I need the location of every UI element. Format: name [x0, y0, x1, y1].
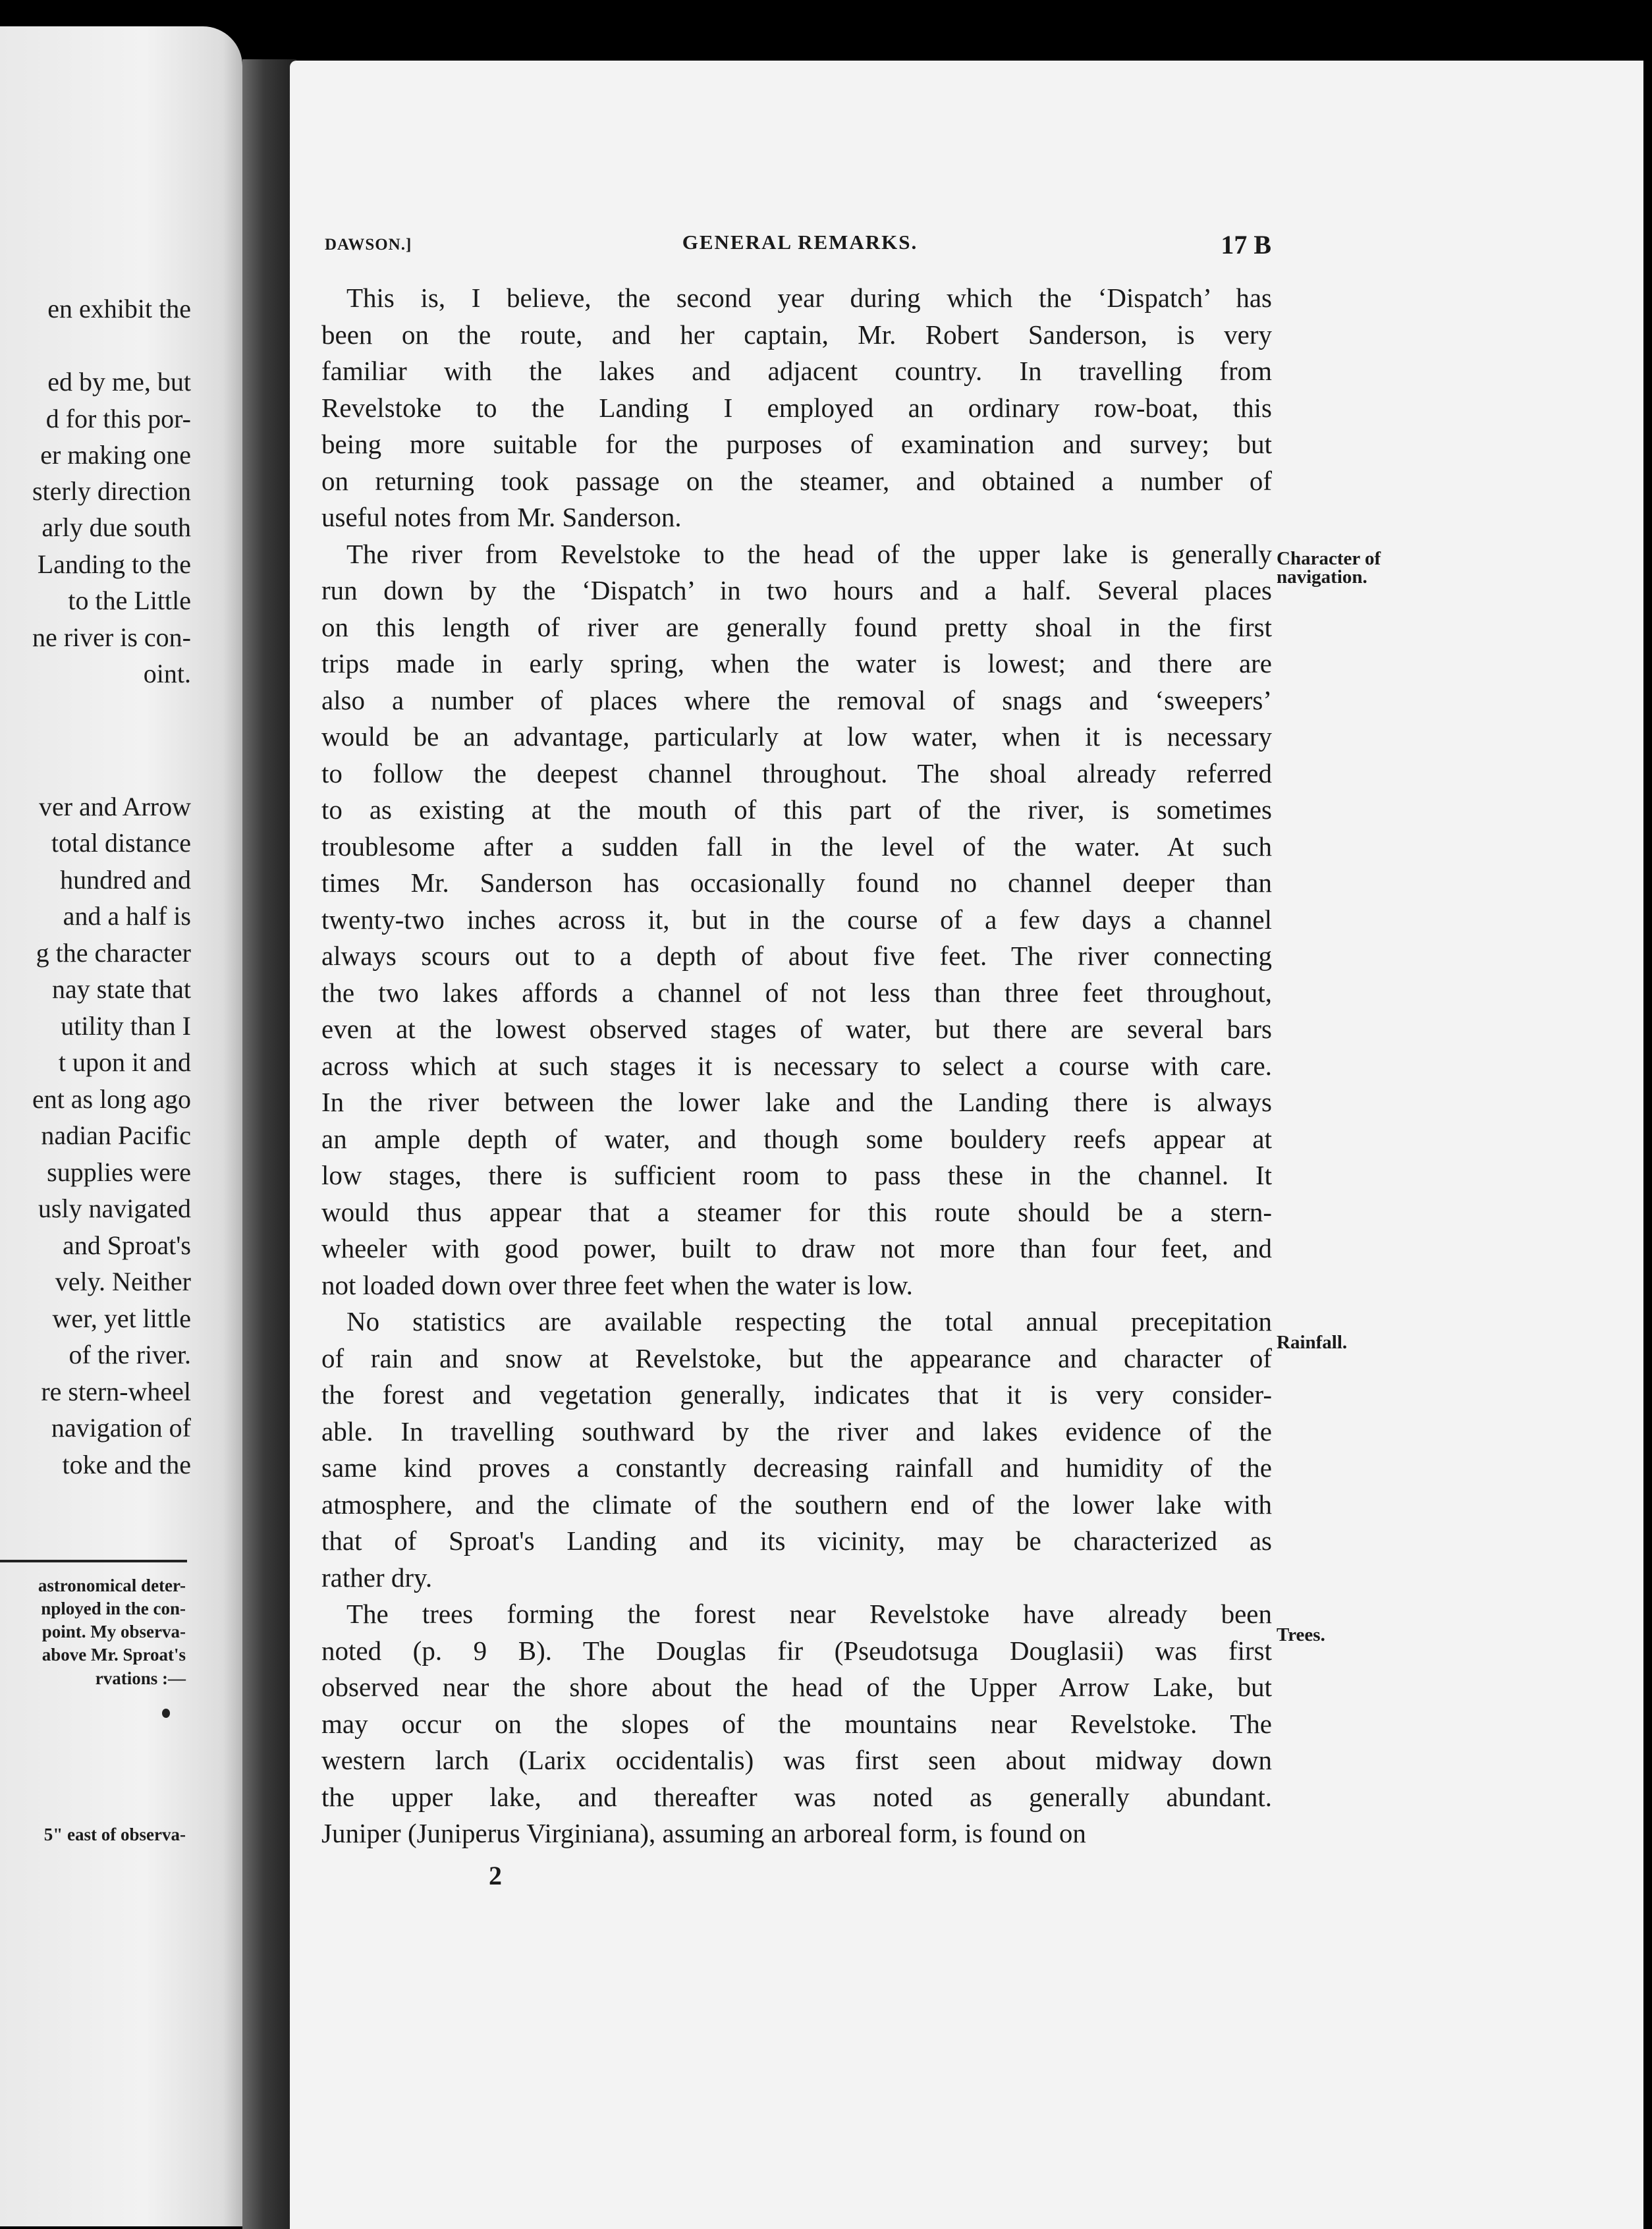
left-page-footnote-line: astronomical deter-: [38, 1576, 186, 1595]
left-page-fragment: usly navigated: [38, 1194, 191, 1223]
paragraph: [321, 1596, 1272, 1852]
text-line: atmosphere, and the climate of the southern end of the lower lake with: [321, 1489, 1272, 1520]
text-line: on this length of river are generally found pretty shoal in the first: [321, 611, 1272, 642]
left-page-fragment: nadian Pacific: [41, 1120, 191, 1150]
text-line: rather dry.: [321, 1562, 433, 1593]
text-line: This is, I believe, the second year during which the ‘Dispatch’ has: [346, 283, 1272, 313]
left-page-fragment: supplies were: [47, 1157, 191, 1187]
text-line: also a number of places where the removal of snags and ‘sweepers’: [321, 684, 1272, 715]
ink-dot: [162, 1709, 170, 1718]
text-line: same kind proves a constantly decreasing rainfall and humidity of the: [321, 1452, 1272, 1483]
text-line: the two lakes affords a channel of not less than three feet throughout,: [321, 977, 1272, 1008]
text-line: The river from Revelstoke to the head of the upper lake is generally: [346, 538, 1272, 569]
left-page-fragment: t upon it and: [58, 1047, 191, 1077]
text-line: low stages, there is sufficient room to pass these in the channel. It: [321, 1160, 1272, 1190]
text-line: run down by the ‘Dispatch’ in two hours and a half. Several places: [321, 575, 1272, 605]
left-page-footnote-line: point. My observa-: [41, 1622, 186, 1641]
left-page-fragment: d for this por-: [45, 404, 191, 433]
left-page-fragment: Landing to the: [37, 549, 191, 579]
text-line: Revelstoke to the Landing I employed an ordinary row-boat, this: [321, 392, 1272, 423]
left-page-fragment: arly due south: [41, 512, 191, 542]
book-gutter: [242, 59, 296, 2229]
text-line: that of Sproat's Landing and its vicinity, may be characterized as: [321, 1526, 1272, 1556]
text-line: would be an advantage, particularly at low water, when it is necessary: [321, 721, 1272, 752]
left-page-footnote-line: nployed in the con-: [41, 1599, 186, 1618]
left-page-fragment: ed by me, but: [47, 367, 191, 397]
left-page-fragment: g the character: [36, 938, 191, 968]
text-line: Juniper (Juniperus Virginiana), assuming an arboreal form, is found on: [321, 1818, 1086, 1848]
paragraph: [321, 1304, 1272, 1596]
paragraph: [321, 536, 1272, 1304]
text-line: familiar with the lakes and adjacent country. In travelling from: [321, 356, 1272, 386]
left-page-text-fragments: [0, 0, 242, 2229]
text-line: not loaded down over three feet when the water is low.: [321, 1269, 913, 1300]
left-page-fragment: oint.: [143, 659, 191, 688]
text-line: wheeler with good power, built to draw not more than four feet, and: [321, 1233, 1272, 1263]
left-page-fragment: vely. Neither: [55, 1267, 191, 1296]
left-page-fragment: utility than I: [61, 1011, 191, 1041]
text-line: being more suitable for the purposes of examination and survey; but: [321, 429, 1272, 459]
text-line: always scours out to a depth of about five feet. The river connecting: [321, 941, 1272, 971]
running-head-author: DAWSON.]: [325, 236, 412, 254]
left-page-fragment: toke and the: [62, 1450, 191, 1479]
left-page-fragment: er making one: [40, 440, 191, 470]
text-line: No statistics are available respecting the total annual precepitation: [346, 1306, 1272, 1336]
sidenote-character-of: Character of: [1277, 548, 1381, 569]
text-line: would thus appear that a steamer for this route should be a stern-: [321, 1196, 1272, 1227]
page-number: 17 B: [1221, 230, 1271, 260]
left-page-footnote-line: rvations :—: [95, 1668, 186, 1688]
footnote-rule: [0, 1560, 187, 1562]
text-line: been on the route, and her captain, Mr. Robert Sanderson, is very: [321, 319, 1272, 350]
left-page-footnote-line: above Mr. Sproat's: [41, 1645, 186, 1665]
text-line: the upper lake, and thereafter was noted as generally abundant.: [321, 1781, 1272, 1812]
left-page-fragment: ver and Arrow: [38, 792, 191, 821]
text-line: an ample depth of water, and though some bouldery reefs appear at: [321, 1123, 1272, 1154]
paragraph: [321, 280, 1272, 536]
left-page-fragment: sterly direction: [32, 476, 191, 506]
left-page-fragment: and a half is: [63, 901, 191, 931]
text-line: In the river between the lower lake and the Landing there is always: [321, 1087, 1272, 1117]
signature-mark: 2: [489, 1861, 502, 1890]
sidenote-trees: Trees.: [1277, 1624, 1325, 1645]
sidenote-navigation: navigation.: [1277, 566, 1367, 588]
left-page-fragment: hundred and: [60, 865, 191, 894]
text-line: western larch (Larix occidentalis) was first seen about midway down: [321, 1745, 1272, 1775]
left-page-footnote-line: 5" east of observa-: [43, 1825, 186, 1844]
text-line: useful notes from Mr. Sanderson.: [321, 502, 682, 532]
text-line: the forest and vegetation generally, indicates that it is very consider-: [321, 1379, 1272, 1410]
left-page-fragment: to the Little: [68, 586, 191, 615]
text-line: may occur on the slopes of the mountains near Revelstoke. The: [321, 1708, 1272, 1739]
text-line: twenty-two inches across it, but in the course of a few days a channel: [321, 904, 1272, 935]
text-line: able. In travelling southward by the river and lakes evidence of the: [321, 1416, 1272, 1446]
body-text: [321, 280, 1272, 1852]
text-line: trips made in early spring, when the water is lowest; and there are: [321, 648, 1272, 678]
text-line: on returning took passage on the steamer, and obtained a number of: [321, 465, 1272, 496]
text-line: across which at such stages it is necessary to select a course with care.: [321, 1050, 1272, 1081]
left-page-fragment: re stern-wheel: [41, 1377, 191, 1406]
running-header: [325, 231, 1275, 263]
left-page-fragment: and Sproat's: [63, 1230, 191, 1260]
left-page-fragment: total distance: [51, 828, 191, 858]
text-line: to follow the deepest channel throughout. The shoal already referred: [321, 757, 1272, 788]
text-line: noted (p. 9 B). The Douglas fir (Pseudotsuga Douglasii) was first: [321, 1635, 1272, 1666]
text-line: observed near the shore about the head of the Upper Arrow Lake, but: [321, 1672, 1272, 1702]
text-line: to as existing at the mouth of this part of the river, is sometimes: [321, 794, 1272, 825]
text-line: of rain and snow at Revelstoke, but the appearance and character of: [321, 1342, 1272, 1373]
text-line: troublesome after a sudden fall in the level of the water. At such: [321, 831, 1272, 862]
left-page-fragment: en exhibit the: [47, 294, 191, 323]
left-page-fragment: ne river is con-: [32, 622, 191, 652]
sidenote-rainfall: Rainfall.: [1277, 1332, 1348, 1353]
text-line: even at the lowest observed stages of water, but there are several bars: [321, 1014, 1272, 1044]
left-page-fragment: ent as long ago: [32, 1084, 191, 1114]
text-line: The trees forming the forest near Revelstoke have already been: [346, 1599, 1272, 1629]
left-page-fragment: nay state that: [51, 974, 191, 1004]
left-page-fragment: navigation of: [51, 1413, 191, 1443]
running-title: GENERAL REMARKS.: [682, 231, 918, 254]
text-line: times Mr. Sanderson has occasionally found no channel deeper than: [321, 867, 1272, 898]
left-page-fragment: wer, yet little: [52, 1304, 191, 1333]
left-page-fragment: of the river.: [69, 1340, 191, 1369]
